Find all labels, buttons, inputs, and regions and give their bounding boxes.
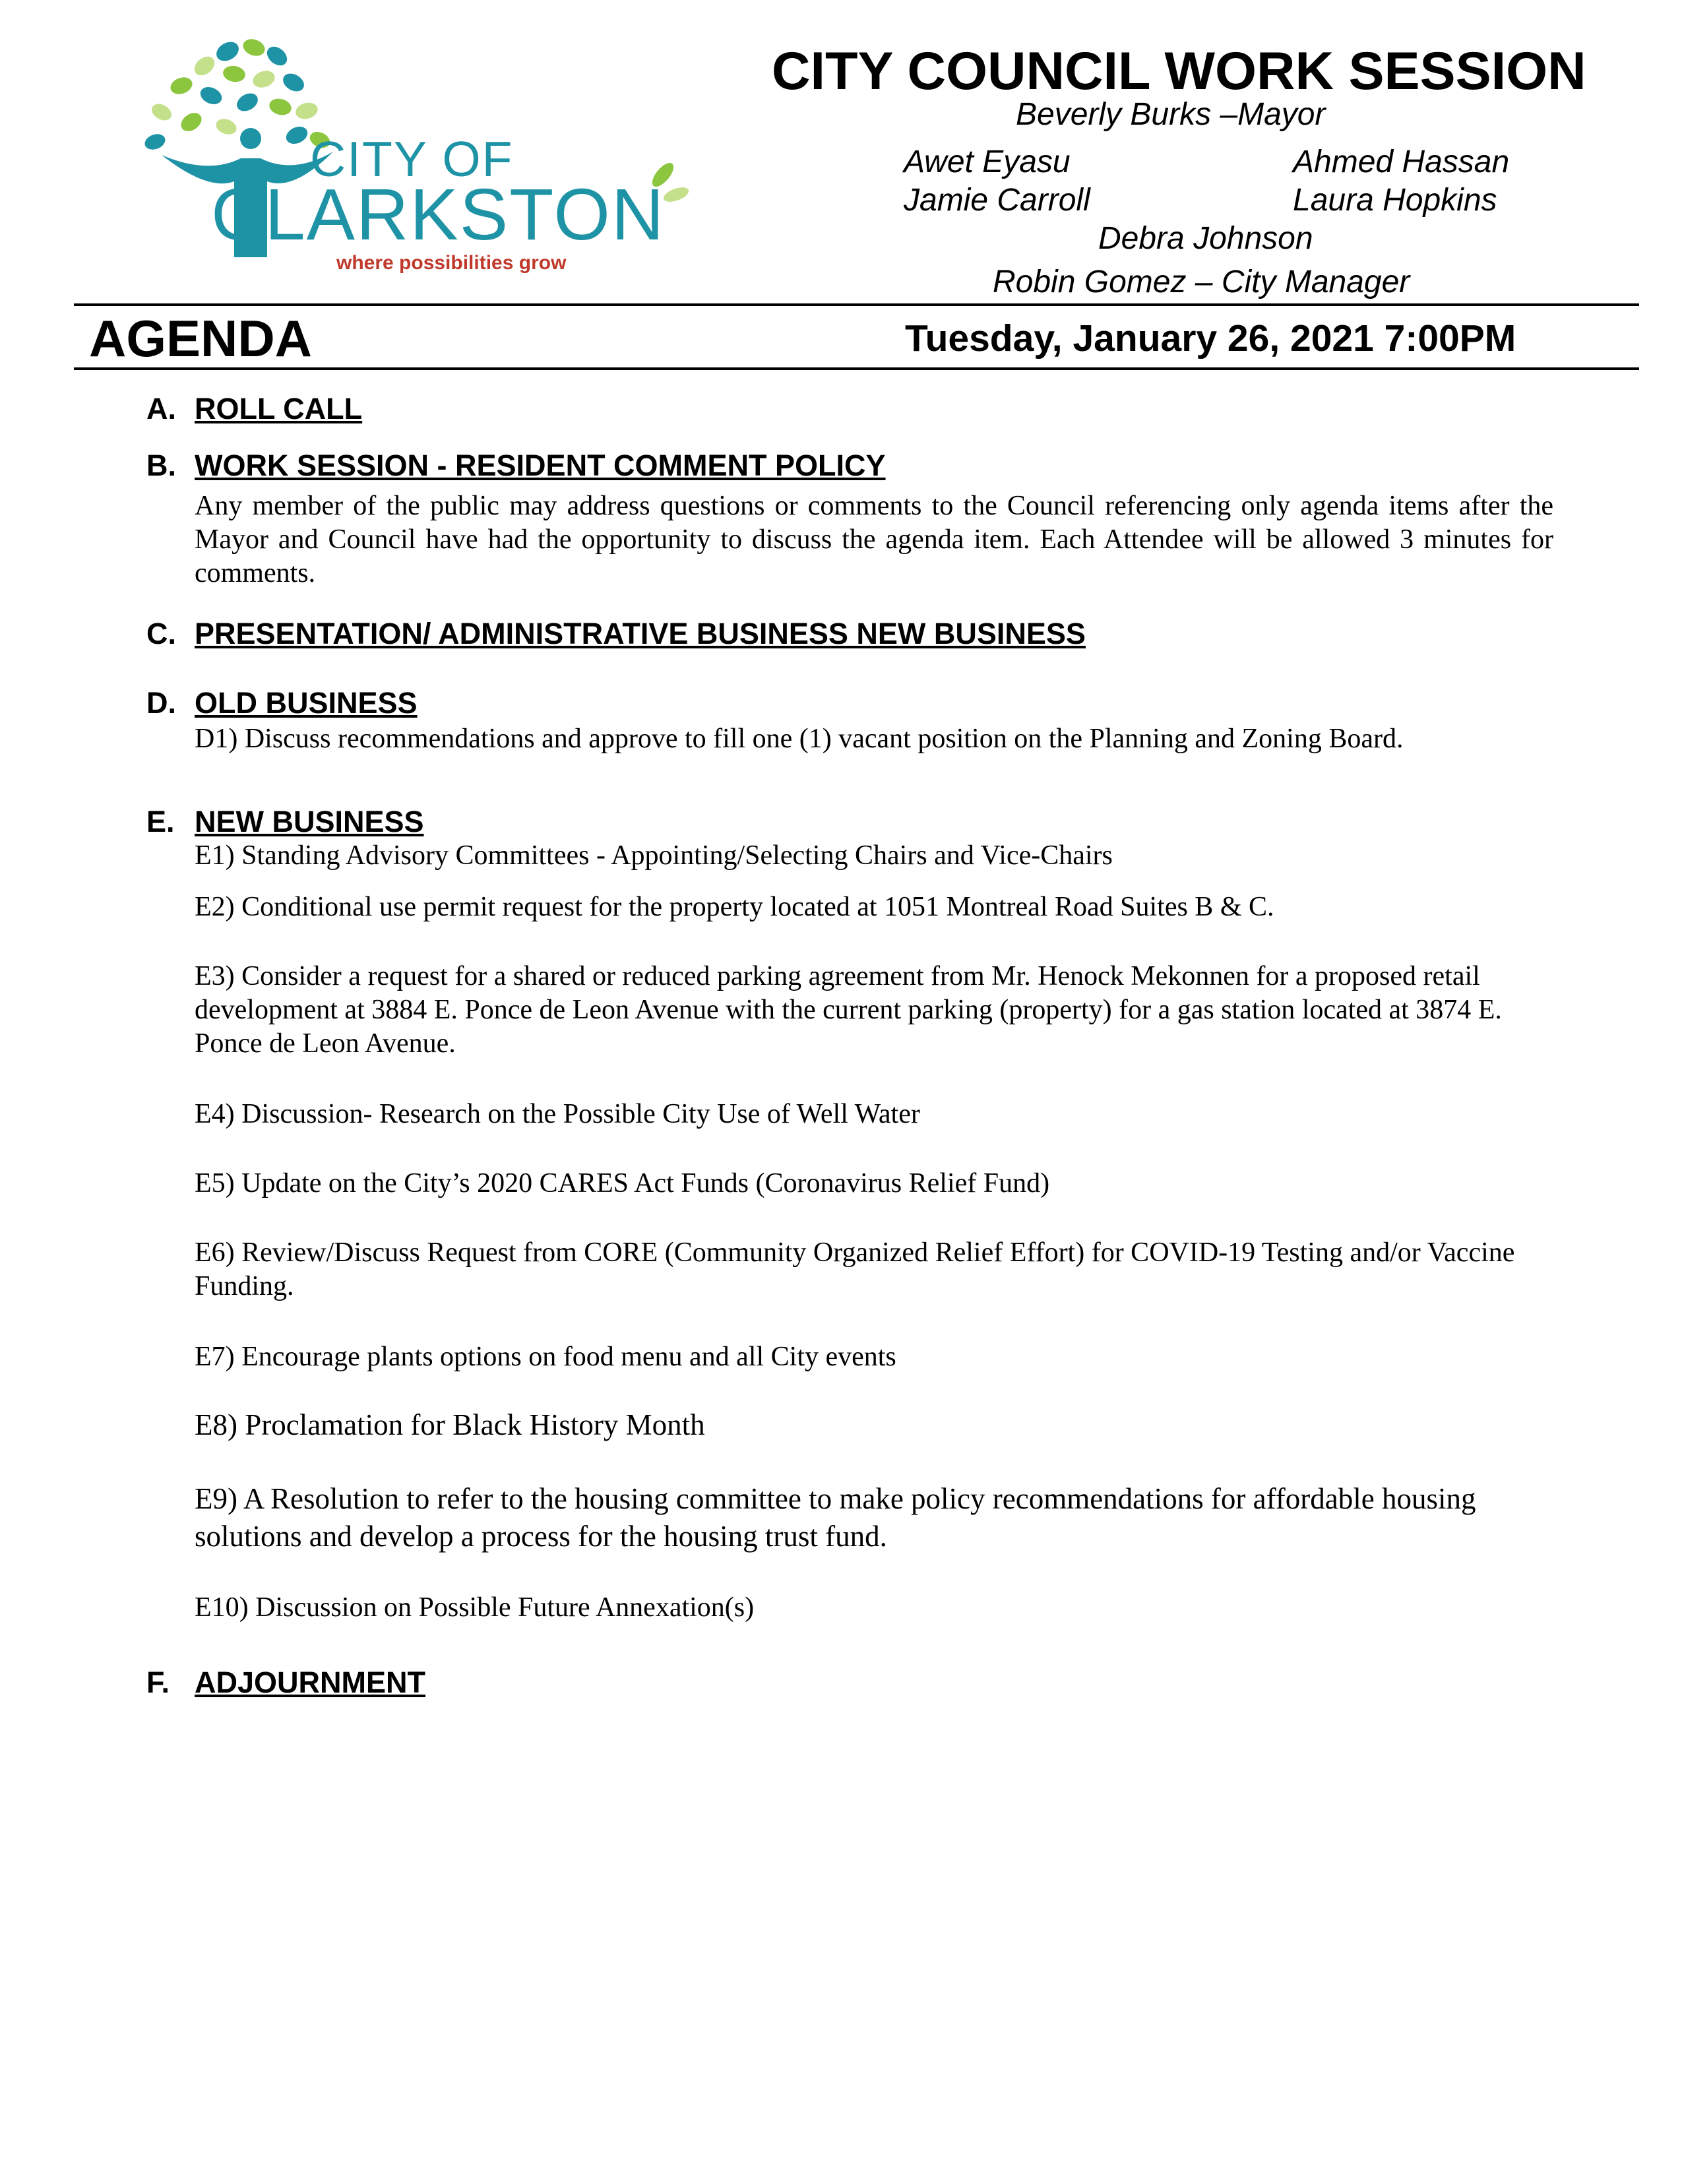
section-title-comment-policy: WORK SESSION - RESIDENT COMMENT POLICY (195, 449, 886, 482)
agenda-item: E9) A Resolution to refer to the housing committee to make policy recommendations for affordable housing solutions and develop a process for the housing trust fund. (195, 1482, 1476, 1553)
comment-policy-text: Any member of the public may address questions or comments to the Council referencing only agenda items after the Mayor and Council have had the opportunity to discuss the agenda item. Each Attendee will be allowed 3 minutes for comments. (195, 491, 1553, 588)
section-letter: E. (146, 805, 175, 838)
section-letter: D. (146, 686, 176, 720)
council-member: Debra Johnson (1098, 221, 1313, 256)
section-title-new-business: NEW BUSINESS (195, 805, 424, 838)
logo-tagline: where possibilities grow (336, 252, 567, 274)
section-letter: B. (146, 449, 176, 482)
header-divider-top (74, 303, 1639, 306)
logo-text-clarkston: CLARKSTON (211, 174, 666, 255)
council-member: Ahmed Hassan (1293, 144, 1510, 179)
section-letter: C. (146, 617, 176, 650)
section-letter: A. (146, 392, 176, 425)
agenda-item: E6) Review/Discuss Request from CORE (Community Organized Relief Effort) for COVID-19 Testing and/or Vaccine Funding. (195, 1237, 1515, 1301)
section-title-adjournment: ADJOURNMENT (195, 1666, 426, 1699)
agenda-item: E4) Discussion- Research on the Possible City Use of Well Water (195, 1099, 920, 1129)
agenda-item: E3) Consider a request for a shared or reduced parking agreement from Mr. Henock Mekonnen for a proposed retail development at 3884 E. Ponce de Leon Avenue with the current parking (property) for a gas station located at 3874 E. Ponce de Leon Avenue. (195, 961, 1502, 1059)
agenda-item: E8) Proclamation for Black History Month (195, 1408, 705, 1441)
section-title-old-business: OLD BUSINESS (195, 686, 418, 720)
agenda-item: E1) Standing Advisory Committees - Appointing/Selecting Chairs and Vice-Chairs (195, 840, 1113, 871)
page-title: CITY COUNCIL WORK SESSION (772, 42, 1586, 101)
agenda-item: E5) Update on the City’s 2020 CARES Act Funds (Coronavirus Relief Fund) (195, 1168, 1050, 1199)
council-member: Awet Eyasu (904, 144, 1071, 179)
agenda-item: D1) Discuss recommendations and approve to fill one (1) vacant position on the Planning and Zoning Board. (195, 724, 1404, 754)
council-member: Jamie Carroll (904, 183, 1090, 218)
city-manager-name: Robin Gomez – City Manager (993, 265, 1410, 299)
mayor-name: Beverly Burks –Mayor (1016, 97, 1326, 132)
agenda-label: AGENDA (89, 309, 313, 367)
council-member: Laura Hopkins (1293, 183, 1497, 218)
section-letter: F. (146, 1666, 170, 1699)
section-title-roll-call: ROLL CALL (195, 392, 363, 425)
header-divider-bottom (74, 367, 1639, 370)
logo-text-city-of: CITY OF (310, 131, 514, 187)
section-title-presentation: PRESENTATION/ ADMINISTRATIVE BUSINESS NEW BUSINESS (195, 617, 1086, 650)
agenda-item: E2) Conditional use permit request for the property located at 1051 Montreal Road Suites B & C. (195, 892, 1274, 922)
agenda-item: E10) Discussion on Possible Future Annexation(s) (195, 1592, 755, 1623)
meeting-date: Tuesday, January 26, 2021 7:00PM (905, 317, 1516, 359)
agenda-item: E7) Encourage plants options on food menu and all City events (195, 1342, 896, 1372)
